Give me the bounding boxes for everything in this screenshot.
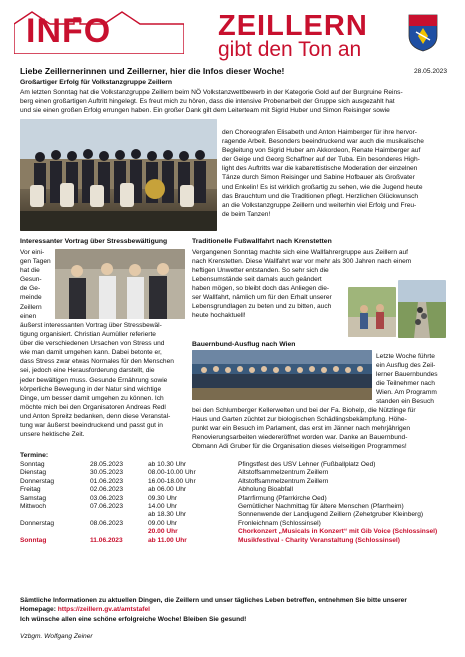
section-title-bauernbund: Bauernbund-Ausflug nach Wien [192,341,296,348]
table-row: Freitag 02.06.2023 ab 06.00 Uhr Abholung Bioabfall [20,486,293,494]
info-title: INFO [26,12,112,50]
termine-table [20,461,437,545]
section-title-stress: Interessanter Vortrag über Stressbewältigung [20,238,168,245]
bauernbund-text-right: Letzte Woche führte ein Ausflug des Zeil- lerner Bauernbundes die Teilnehmer nach Wien. Am Programm standen ein Besuch [376,353,438,406]
stress-lecture-photo [55,249,185,319]
table-row: Donnerstag 08.06.2023 09.00 Uhr Fronleichnam (Schlossinsel) [20,519,321,527]
bauernbund-group-photo [192,350,372,400]
table-row: Samstag 03.06.2023 09.30 Uhr Pfarrfirmung (Pfarrkirche Oed) [20,494,327,502]
wallfahrt-photo-2 [398,280,446,338]
page-headline: Liebe Zeillernerinnen und Zeillerner, hier die Infos dieser Woche! [20,66,285,76]
page-header [0,0,465,64]
termine-title: Termine: [20,452,49,459]
table-row: ab 18.30 Uhr Sonnenwende der Landjugend Zeillern (Zehetgruber Kleinberg) [148,511,424,519]
bauernbund-text-full: bei den Schlumberger Kellerwelten und bei der Fa. Biohelp, die Nützlinge für Haus und Garten züchtet zur biologischen Schädlingsbekämpfung. Höhe- punkt war ein Besuch im Parlament, das erst im Jänner nach mehrjährigen Renovierungsarbeiten wiedereröffnet worden war. Danke an Bauernbund- Obmann Adi Gruber für die Organisation dieses vielseitigen Programmes! [192,407,416,451]
signature: Vzbgm. Wolfgang Zeiner [20,633,93,640]
table-row: Donnerstag 01.06.2023 16.00-18.00 Uhr Altstoffsammelzentrum Zeillern [20,477,329,485]
footer-homepage [20,606,150,613]
table-row: Sonntag 11.06.2023 ab 11.00 Uhr Musikfestival - Charity Veranstaltung (Schlossinsel) [20,536,400,544]
wallfahrt-text-left: Lebensumstände seit damals auch geändert haben mögen, so bleibt doch das Anliegen die- ser Wallfahrt, nämlich um für den Erhalt unserer Lebensgrundlagen zu beten und zu bitten, auch heute hochaktuell! [192,276,332,320]
wallfahrt-photo-1 [348,287,396,337]
stress-text-full: äußerst interessanten Vortrag über Stressbewäl- tigung organisiert. Christian Aumüller referierte über die verschiedenen Ursachen von Stress und wie man damit umgehen kann. Dabei betonte er, dass Stress zwar etwas Normales für den Menschen sei, jedoch eine Herausforderung darstellt, die jeder bewältigen muss. Gesunde Ernährung sowie körperliche Bewegung in der Natur sind wichtige Dinge, um besser damit umgehen zu können. Ich möchte mich bei den Organisatoren Andreas Redl und Anton Spreitz bedanken, denn diese Veranstal- tung war äußerst beeindruckend und passt gut in unsere hektische Zeit. [20,322,174,439]
footer-info-text: Sämtliche Informationen zu aktuellen Dingen, die Zeillern und unser tägliches Leben betreffen, entnehmen Sie bitte unserer [20,597,407,604]
table-row: Mittwoch 07.06.2023 14.00 Uhr Gemütlicher Nachmittag für ältere Menschen (Pfarrheim) [20,503,404,511]
table-row: 20.00 Uhr Chorkonzert „Musicals in Konzert“ mit Gib Voice (Schlossinsel) [148,528,438,536]
wallfahrt-text-full: Vergangenen Sonntag machte sich eine Wallfahrergruppe aus Zeillern auf nach Krenstetten. Diese Wallfahrt war vor mehr als 300 Jahren nach einem heftigen Unwetter entstanden. So sehr sich die [192,249,412,275]
brand-name: ZEILLERN [218,10,368,42]
table-row: Dienstag 30.05.2023 08.00-10.00 Uhr Altstoffsammelzentrum Zeillern [20,469,329,477]
stress-text-left: Vor eini- gen Tagen hat die Gesun- de Ge- meinde Zeillern einen [20,249,51,320]
homepage-link[interactable]: https://zeillern.gv.at/amtstafel [57,606,150,613]
section-title-wallfahrt: Traditionelle Fußwallfahrt nach Krenstetten [192,238,332,245]
municipal-crest-icon [408,14,438,52]
issue-date: 28.05.2023 [413,68,447,75]
volkstanz-group-photo [20,119,217,231]
brand-slogan: gibt den Ton an [218,38,362,61]
section-title-volkstanz: Großartiger Erfolg für Volkstanzgruppe Zeillern [20,79,173,86]
homepage-label: Homepage: [20,606,56,613]
volkstanz-text-right: den Choreografen Elisabeth und Anton Haimberger für ihre hervor- ragende Arbeit. Besonders beeindruckend war auch die musikalische Begleitung von Sigrid Huber am Akkordeon, Renate Haimberger auf der Geige und Georg Schaffner auf der Tuba. Ein besonderes High- light des Auftritts war die kabarettistische Moderation der einzelnen Tänze durch Simon Reisinger und Sabine Hofbauer als Großvater und Enkelin! Es ist wirklich großartig zu sehen, wie die Jugend heute das Brauchtum und die Traditionen pflegt. Herzlichen Glückwunsch an die Volkstanzgruppe Zeillern und weiterhin viel Erfolg und Freu- de beim Tanzen! [222,129,424,218]
table-row: Sonntag 28.05.2023 ab 10.30 Uhr Pfingstfest des USV Lehner (Fußballplatz Oed) [20,461,376,468]
volkstanz-text-full: Am letzten Sonntag hat die Volkstanzgruppe Zeillern beim NÖ Volkstanzwettbewerb in der Kategorie Gold auf der Burgruine Reins- berg einen großartigen Auftritt hingelegt. Es freut mich zu hören, dass die intensive Probenarbeit der Gruppe sich ausgezahlt hat und sie einen großen Erfolg errungen haben. Ein großer Dank gilt dem Leiterteam mit Sigrid Huber und Simon Reisinger sowie [20,89,403,115]
footer-closing: Ich wünsche allen eine schöne erfolgreiche Woche! Bleiben Sie gesund! [20,616,247,623]
